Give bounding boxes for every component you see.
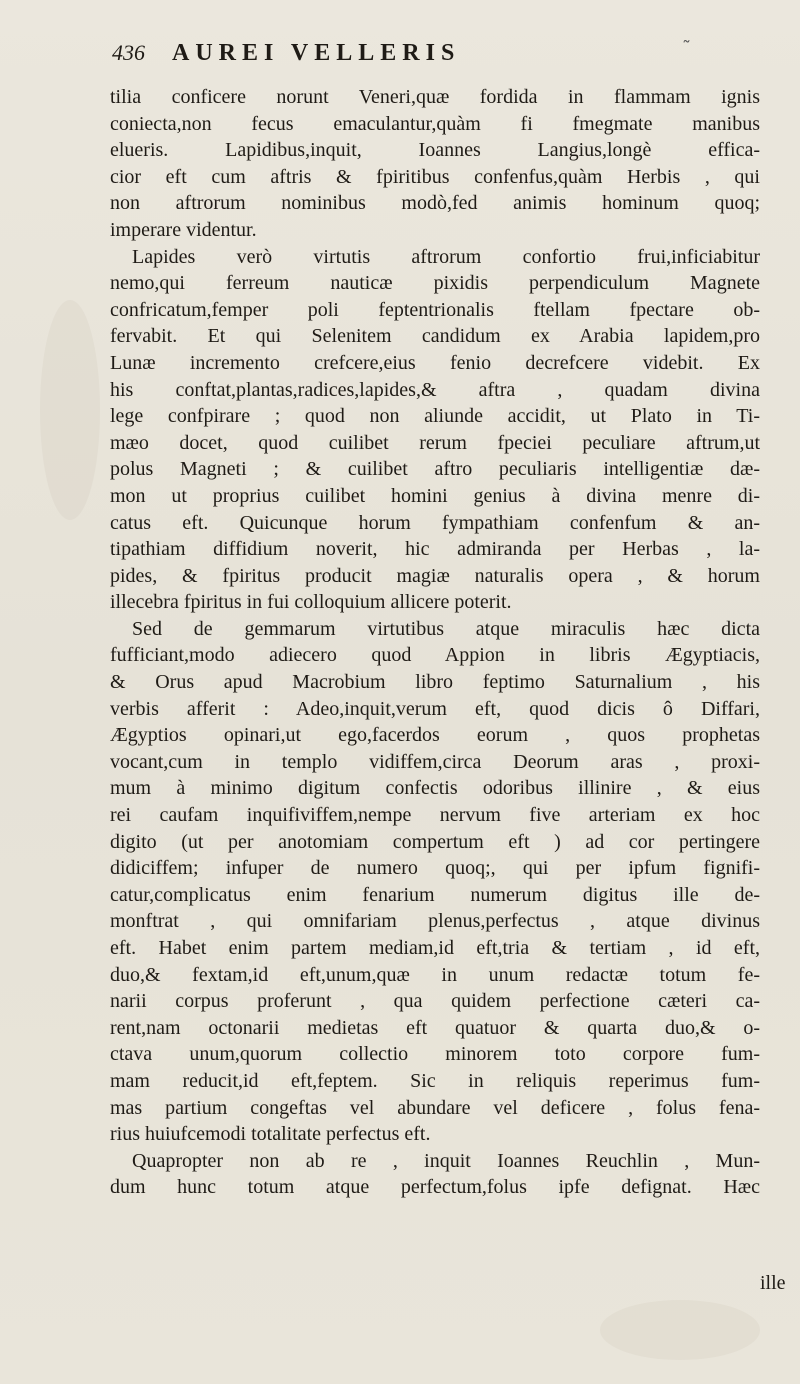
- text-line: polus Magneti ; & cuilibet aftro peculiaris intelligentiæ dæ-: [110, 458, 760, 481]
- text-line: nemo,qui ferreum nauticæ pixidis perpendiculum Magnete: [110, 272, 760, 295]
- page-header: [112, 40, 752, 76]
- text-line: duo,& fextam,id eft,unum,quæ in unum redactæ totum fe-: [110, 963, 760, 986]
- text-line: fervabit. Et qui Selenitem candidum ex Arabia lapidem,pro: [110, 325, 760, 348]
- text-line: rei caufam inquifiviffem,nempe nervum five arteriam ex hoc: [110, 804, 760, 827]
- text-line: mum à minimo digitum confectis odoribus illinire , & eius: [110, 777, 760, 800]
- text-line: fufficiant,modo adiecero quod Appion in libris Ægyptiacis,: [110, 644, 760, 667]
- text-line: pides, & fpiritus producit magiæ naturalis opera , & horum: [110, 564, 760, 587]
- text-line: digito (ut per anotomiam compertum eft ) ad cor pertingere: [110, 830, 760, 853]
- text-line: Lapides verò virtutis aftrorum confortio frui,inficiabitur: [132, 245, 760, 268]
- text-line: mæo docet, quod cuilibet rerum fpeciei peculiare aftrum,ut: [110, 431, 760, 454]
- text-line: cior eft cum aftris & fpiritibus confenfus,quàm Herbis , qui: [110, 165, 760, 188]
- tilde-mark: ˜: [682, 38, 691, 59]
- text-line: mam reducit,id eft,feptem. Sic in reliquis reperimus fum-: [110, 1069, 760, 1092]
- text-line: mas partium congeftas vel abundare vel deficere , folus fena-: [110, 1096, 760, 1119]
- text-line: catur,complicatus enim fenarium numerum digitus ille de-: [110, 883, 760, 906]
- text-line: tipathiam diffidium noverit, hic admiranda per Herbas , la-: [110, 538, 760, 561]
- catchword: ille: [760, 1272, 786, 1294]
- text-line: dum hunc totum atque perfectum,folus ipfe defignat. Hæc: [110, 1176, 760, 1199]
- text-line: non aftrorum nominibus modò,fed animis hominum quoq;: [110, 192, 760, 215]
- text-line: elueris. Lapidibus,inquit, Ioannes Langius,longè effica-: [110, 139, 760, 162]
- text-line: coniecta,non fecus emaculantur,quàm fi fmegmate manibus: [110, 112, 760, 135]
- text-line: ctava unum,quorum collectio minorem toto corpore fum-: [110, 1043, 760, 1066]
- text-line: verbis afferit : Adeo,inquit,verum eft, quod dicis ô Diffari,: [110, 697, 760, 720]
- text-line: & Orus apud Macrobium libro feptimo Saturnalium , his: [110, 671, 760, 694]
- paper-stain: [600, 1300, 760, 1360]
- text-line: catus eft. Quicunque horum fympathiam confenfum & an-: [110, 511, 760, 534]
- main-text: [110, 84, 760, 1201]
- text-line: lege confpirare ; quod non aliunde accidit, ut Plato in Ti-: [110, 405, 760, 428]
- text-line: Sed de gemmarum virtutibus atque miraculis hæc dicta: [132, 617, 760, 640]
- text-line: Ægyptios opinari,ut ego,facerdos eorum , quos prophetas: [110, 724, 760, 747]
- text-line: confricatum,femper poli feptentrionalis ftellam fpectare ob-: [110, 298, 760, 321]
- text-line: eft. Habet enim partem mediam,id eft,tria & tertiam , id eft,: [110, 937, 760, 959]
- text-line: illecebra fpiritus in fui colloquium allicere poterit.: [110, 591, 512, 614]
- text-line: tilia conficere norunt Veneri,quæ fordida in flammam ignis: [110, 86, 760, 108]
- page-number: 436: [112, 40, 145, 65]
- text-line: didiciffem; infuper de numero quoq;, qui per ipfum fignifi-: [110, 857, 760, 880]
- text-line: Lunæ incremento crefcere,eius fenio decrefcere videbit. Ex: [110, 351, 760, 374]
- text-line: rius huiufcemodi totalitate perfectus eft.: [110, 1123, 431, 1146]
- text-line: narii corpus proferunt , qua quidem perfectione cæteri ca-: [110, 990, 760, 1013]
- text-line: vocant,cum in templo vidiffem,circa Deorum aras , proxi-: [110, 750, 760, 773]
- text-line: Quapropter non ab re , inquit Ioannes Reuchlin , Mun-: [132, 1149, 760, 1172]
- text-line: monftrat , qui omnifariam plenus,perfectus , atque divinus: [110, 910, 760, 933]
- running-head: AUREI VELLERIS: [172, 40, 461, 66]
- text-line: rent,nam octonarii medietas eft quatuor & quarta duo,& o-: [110, 1016, 760, 1039]
- paper-stain: [40, 300, 100, 520]
- text-line: imperare videntur.: [110, 218, 257, 241]
- text-line: mon ut proprius cuilibet homini genius à divina menre di-: [110, 484, 760, 507]
- text-line: his conftat,plantas,radices,lapides,& aftra , quadam divina: [110, 378, 760, 401]
